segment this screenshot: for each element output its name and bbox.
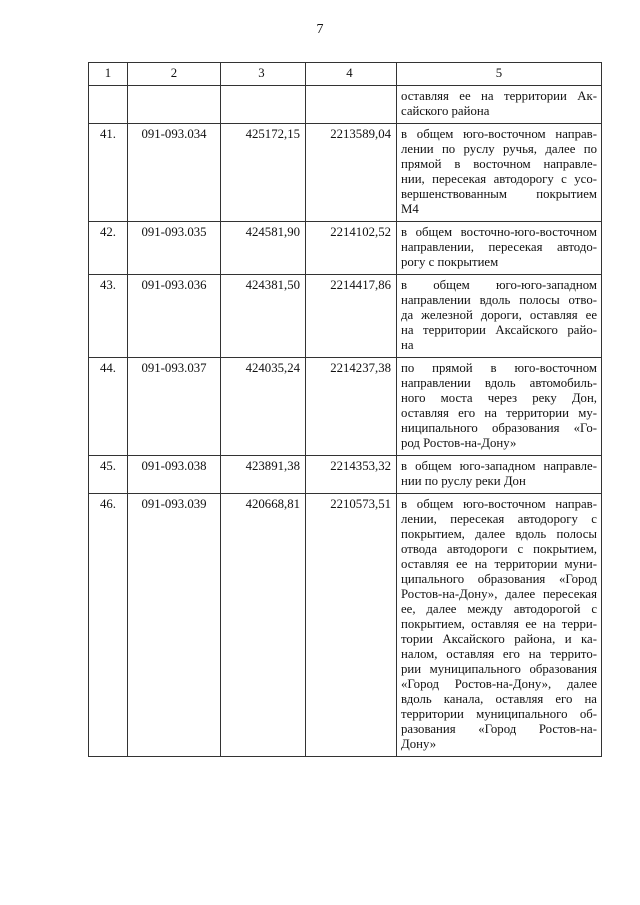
- description-line: рогу с покрытием: [401, 255, 499, 269]
- table-row: [89, 222, 602, 275]
- boundary-description: [397, 494, 602, 757]
- description-line: покрытием, далее вдоль полосы: [401, 527, 597, 541]
- coordinate-y: 2214237,38: [306, 358, 397, 456]
- description-line: на территории Аксайского райо-: [401, 323, 597, 337]
- description-line: разования «Город Ростов-на-: [401, 722, 597, 736]
- coordinate-y: 2214353,32: [306, 456, 397, 494]
- point-code: 091-093.035: [128, 222, 221, 275]
- description-line: род Ростов-на-Дону»: [401, 436, 517, 450]
- description-line: лении, пересекая автодорогу с: [401, 512, 597, 526]
- description-line: территории муниципального об-: [401, 707, 597, 721]
- coordinate-y: 2210573,51: [306, 494, 397, 757]
- coordinate-y: 2213589,04: [306, 124, 397, 222]
- table-row: [89, 275, 602, 358]
- header-row: [89, 63, 602, 86]
- description-line: оставляя ее на территории Ак-: [401, 89, 597, 103]
- coordinate-x: 424581,90: [221, 222, 306, 275]
- header-cell-2: 2: [128, 63, 221, 86]
- boundary-description: [397, 124, 602, 222]
- boundary-description: [397, 222, 602, 275]
- point-code: [128, 86, 221, 124]
- header-cell-4: 4: [306, 63, 397, 86]
- description-line: нии по руслу реки Дон: [401, 474, 526, 488]
- row-number: [89, 86, 128, 124]
- coordinate-y: 2214102,52: [306, 222, 397, 275]
- description-line: покрытием, оставляя ее на терри-: [401, 617, 597, 631]
- coordinate-y: [306, 86, 397, 124]
- description-line: лении по руслу ручья, далее по: [401, 142, 597, 156]
- boundary-description: [397, 86, 602, 124]
- description-line: направлении, пересекая автодо-: [401, 240, 597, 254]
- point-code: 091-093.038: [128, 456, 221, 494]
- description-line: рии муниципального образования: [401, 662, 597, 676]
- coordinate-x: 424035,24: [221, 358, 306, 456]
- description-line: М4: [401, 202, 419, 216]
- description-line: в общем юго-западном направле-: [401, 459, 597, 473]
- row-number: 45.: [89, 456, 128, 494]
- coordinate-x: 420668,81: [221, 494, 306, 757]
- description-line: оставляя его на территории му-: [401, 406, 597, 420]
- description-line: в общем юго-восточном направ-: [401, 497, 597, 511]
- description-line: да железной дороги, оставляя ее: [401, 308, 597, 322]
- coordinate-x: 425172,15: [221, 124, 306, 222]
- table-row: [89, 358, 602, 456]
- header-cell-3: 3: [221, 63, 306, 86]
- boundary-description: [397, 358, 602, 456]
- table-row: [89, 494, 602, 757]
- row-number: 43.: [89, 275, 128, 358]
- description-line: ного моста через реку Дон,: [401, 391, 597, 405]
- coordinate-y: 2214417,86: [306, 275, 397, 358]
- description-line: ципального образования «Город: [401, 572, 597, 586]
- description-line: вдоль канала, оставляя его на: [401, 692, 597, 706]
- row-number: 44.: [89, 358, 128, 456]
- description-line: сайского района: [401, 104, 490, 118]
- description-line: ее, далее между автодорогой с: [401, 602, 597, 616]
- point-code: 091-093.037: [128, 358, 221, 456]
- description-line: Дону»: [401, 737, 437, 751]
- description-line: в общем юго-восточном направ-: [401, 127, 597, 141]
- table-row: [89, 86, 602, 124]
- description-line: отвода автодороги с покрытием,: [401, 542, 597, 556]
- description-line: Ростов-на-Дону», далее пересекая: [401, 587, 597, 601]
- point-code: 091-093.034: [128, 124, 221, 222]
- boundary-description: [397, 275, 602, 358]
- table-row: [89, 124, 602, 222]
- description-line: тории Аксайского района, и ка-: [401, 632, 597, 646]
- description-line: в общем юго-юго-западном: [401, 278, 597, 292]
- page-number: 7: [316, 22, 324, 37]
- description-line: направлении вдоль полосы отво-: [401, 293, 597, 307]
- coordinate-x: [221, 86, 306, 124]
- description-line: по прямой в юго-восточном: [401, 361, 597, 375]
- coordinate-x: 424381,50: [221, 275, 306, 358]
- row-number: 42.: [89, 222, 128, 275]
- coordinate-x: 423891,38: [221, 456, 306, 494]
- description-line: прямой в восточном направле-: [401, 157, 597, 171]
- point-code: 091-093.039: [128, 494, 221, 757]
- description-line: «Город Ростов-на-Дону», далее: [401, 677, 597, 691]
- row-number: 41.: [89, 124, 128, 222]
- description-line: направлении вдоль автомобиль-: [401, 376, 597, 390]
- description-line: оставляя ее на территории муни-: [401, 557, 597, 571]
- header-cell-1: 1: [89, 63, 128, 86]
- description-line: ниципального образования «Го-: [401, 421, 597, 435]
- description-line: налом, оставляя его на террито-: [401, 647, 597, 661]
- boundary-table: [88, 62, 602, 757]
- table-row: [89, 456, 602, 494]
- boundary-description: [397, 456, 602, 494]
- point-code: 091-093.036: [128, 275, 221, 358]
- description-line: на: [401, 338, 414, 352]
- description-line: вершенствованным покрытием: [401, 187, 597, 201]
- header-cell-5: 5: [397, 63, 602, 86]
- description-line: нии, пересекая автодорогу с усо-: [401, 172, 597, 186]
- description-line: в общем восточно-юго-восточном: [401, 225, 597, 239]
- row-number: 46.: [89, 494, 128, 757]
